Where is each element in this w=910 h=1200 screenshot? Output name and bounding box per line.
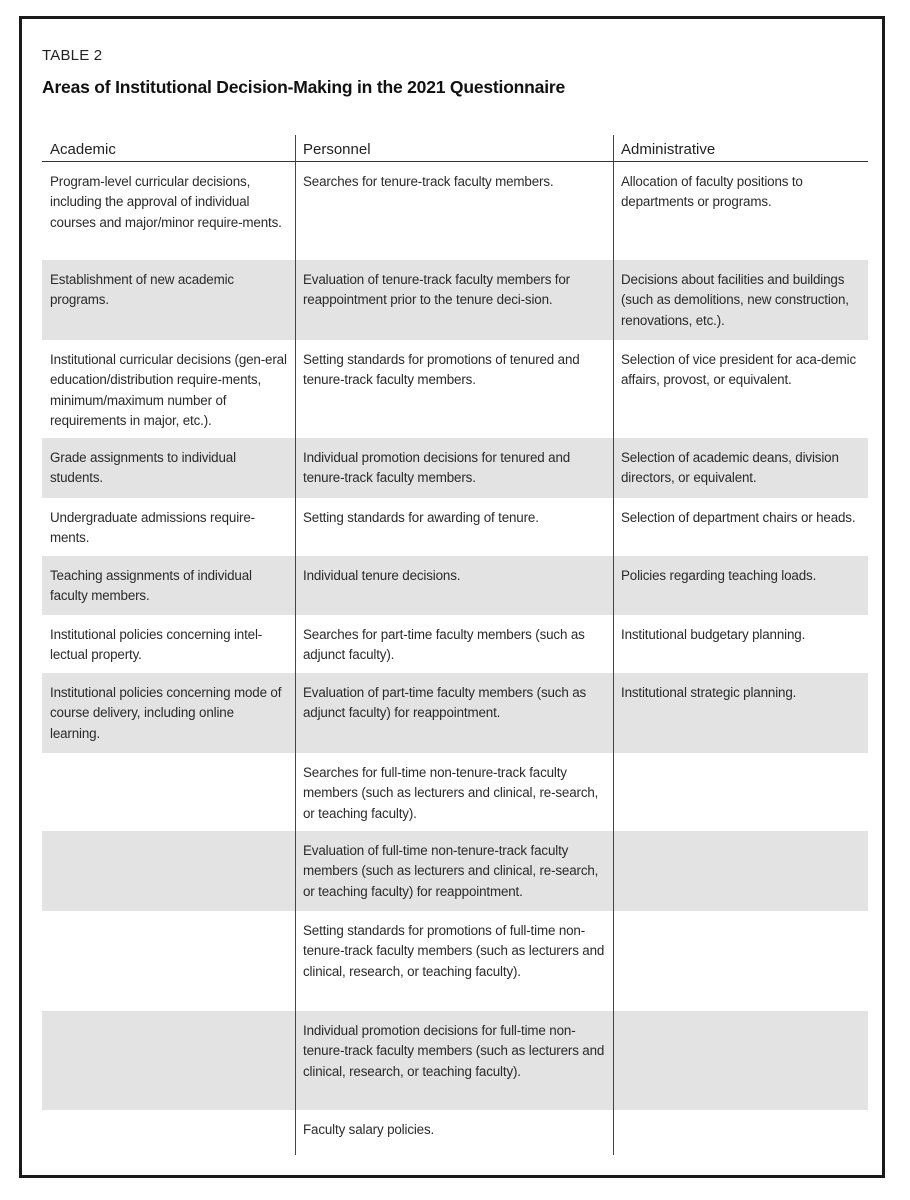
academic-cell: Institutional policies concerning mode of course delivery, including online learning. <box>50 685 282 741</box>
personnel-cell: Setting standards for awarding of tenure. <box>303 510 539 525</box>
table-row <box>42 260 868 340</box>
personnel-cell: Searches for part-time faculty members (such as adjunct faculty). <box>303 627 585 663</box>
personnel-cell: Individual promotion decisions for tenured and tenure-track faculty members. <box>303 450 571 486</box>
table-row <box>42 498 868 556</box>
column-divider <box>295 135 296 1155</box>
table-label: TABLE 2 <box>42 47 103 64</box>
table-row <box>42 1110 868 1148</box>
academic-cell: Program-level curricular decisions, including the approval of individual courses and major/minor require-ments. <box>50 174 282 230</box>
academic-cell <box>42 911 295 1011</box>
administrative-cell: Policies regarding teaching loads. <box>621 568 817 583</box>
personnel-cell: Faculty salary policies. <box>303 1122 435 1137</box>
academic-cell: Institutional curricular decisions (gen-eral education/distribution require-ments, minimum/maximum number of requirements in major, etc.). <box>50 352 287 428</box>
administrative-cell: Decisions about facilities and buildings (such as demolitions, new construction, renovations, etc.). <box>621 272 849 328</box>
academic-cell: Institutional policies concerning intel-lectual property. <box>50 627 263 663</box>
column-header-academic: Academic <box>50 140 116 158</box>
academic-cell: Undergraduate admissions require-ments. <box>50 510 255 546</box>
table-row <box>42 911 868 1011</box>
administrative-cell: Institutional budgetary planning. <box>621 627 806 642</box>
column-divider <box>613 135 614 1155</box>
academic-cell <box>42 1011 295 1110</box>
administrative-cell: Allocation of faculty positions to departments or programs. <box>621 174 803 210</box>
academic-cell <box>42 831 295 911</box>
personnel-cell: Searches for tenure-track faculty members. <box>303 174 554 189</box>
table-row <box>42 673 868 753</box>
academic-cell: Grade assignments to individual students. <box>50 450 236 486</box>
administrative-cell <box>613 753 868 831</box>
personnel-cell: Evaluation of part-time faculty members (such as adjunct faculty) for reappointment. <box>303 685 587 721</box>
administrative-cell: Selection of vice president for aca-demic affairs, provost, or equivalent. <box>621 352 856 388</box>
personnel-cell: Individual promotion decisions for full-time non-tenure-track faculty members (such as lecturers and clinical, research, or teaching faculty). <box>303 1023 605 1079</box>
column-header-administrative: Administrative <box>621 140 716 158</box>
administrative-cell <box>613 1110 868 1148</box>
table-row <box>42 340 868 438</box>
decision-table <box>42 127 868 1148</box>
administrative-cell <box>613 911 868 1011</box>
administrative-cell <box>613 831 868 911</box>
academic-cell: Teaching assignments of individual faculty members. <box>50 568 252 604</box>
table-row <box>42 615 868 673</box>
personnel-cell: Searches for full-time non-tenure-track faculty members (such as lecturers and clinical, re-search, or teaching faculty). <box>303 765 599 821</box>
table-frame <box>19 16 885 1178</box>
table-header-row <box>42 127 868 162</box>
administrative-cell <box>613 1011 868 1110</box>
table-title: Areas of Institutional Decision-Making in the 2021 Questionnaire <box>42 77 566 97</box>
administrative-cell: Selection of department chairs or heads. <box>621 510 856 525</box>
academic-cell <box>42 1110 295 1148</box>
table-row <box>42 162 868 260</box>
table-row <box>42 753 868 831</box>
table-row <box>42 831 868 911</box>
table-row <box>42 438 868 498</box>
table-row <box>42 1011 868 1110</box>
table-row <box>42 556 868 615</box>
academic-cell <box>42 753 295 831</box>
personnel-cell: Setting standards for promotions of tenured and tenure-track faculty members. <box>303 352 580 388</box>
personnel-cell: Evaluation of full-time non-tenure-track faculty members (such as lecturers and clinical, re-search, or teaching faculty) for reappointment. <box>303 843 599 899</box>
administrative-cell: Selection of academic deans, division directors, or equivalent. <box>621 450 839 486</box>
column-header-personnel: Personnel <box>303 140 371 158</box>
personnel-cell: Evaluation of tenure-track faculty members for reappointment prior to the tenure deci-sion. <box>303 272 570 308</box>
administrative-cell: Institutional strategic planning. <box>621 685 797 700</box>
personnel-cell: Individual tenure decisions. <box>303 568 461 583</box>
personnel-cell: Setting standards for promotions of full-time non-tenure-track faculty members (such as lecturers and clinical, research, or teaching faculty). <box>303 923 605 979</box>
academic-cell: Establishment of new academic programs. <box>50 272 234 308</box>
